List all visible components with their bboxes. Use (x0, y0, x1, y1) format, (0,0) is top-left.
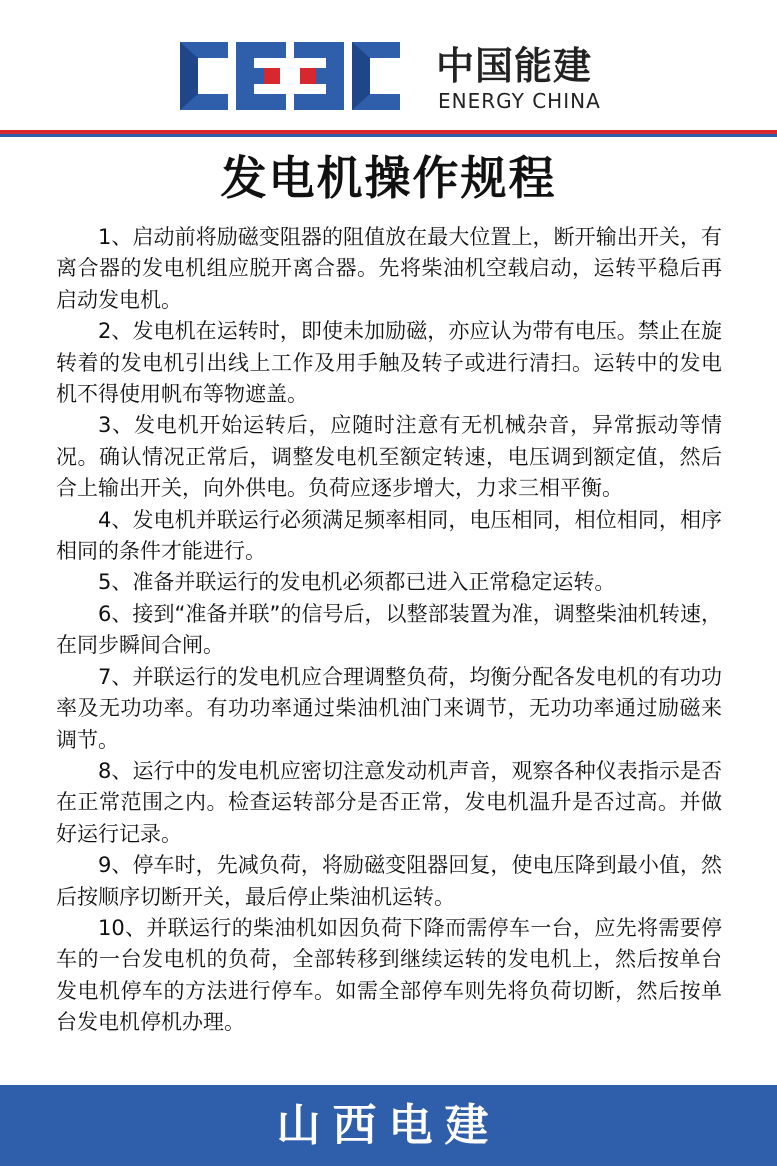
ceec-logo (176, 42, 404, 110)
procedure-item-10: 10、并联运行的柴油机如因负荷下降而需停车一台，应先将需要停车的一台发电机的负荷，全部转移到继续运转的发电机上，然后按单台发电机停车的方法进行停车。如需全部停车则先将负荷切断，然后按单台发电机停机办理。 (56, 915, 722, 1035)
header (0, 0, 777, 130)
procedure-item-4: 4、发电机并联运行必须满足频率相同，电压相同，相位相同，相序相同的条件才能进行。 (56, 507, 722, 564)
procedure-item-9: 9、停车时，先减负荷，将励磁变阻器回复，使电压降到最小值，然后按顺序切断开关，最后停止柴油机运转。 (56, 853, 722, 909)
procedure-item-8: 8、运行中的发电机应密切注意发动机声音，观察各种仪表指示是否在正常范围之内。检查运转部分是否正常，发电机温升是否过高。并做好运行记录。 (56, 758, 722, 846)
procedure-item-3: 3、发电机开始运转后，应随时注意有无机械杂音，异常振动等情况。确认情况正常后，调整发电机至额定转速，电压调到额定值，然后合上输出开关，向外供电。负荷应逐步增大，力求三相平衡。 (56, 413, 722, 501)
procedure-content (56, 222, 722, 1039)
brand-name-cn: 中国能建 (436, 44, 593, 88)
footer-company-name: 山西电建 (276, 1100, 501, 1151)
procedure-item-1: 1、启动前将励磁变阻器的阻值放在最大位置上，断开输出开关，有离合器的发电机组应脱开离合器。先将柴油机空载启动，运转平稳后再启动发电机。 (56, 225, 722, 312)
procedure-item-7: 7、并联运行的发电机应合理调整负荷，均衡分配各发电机的有功功率及无功功率。有功功率通过柴油机油门来调节，无功功率通过励磁来调节。 (56, 664, 722, 752)
page-title: 发电机操作规程 (220, 151, 557, 205)
procedure-item-5: 5、准备并联运行的发电机必须都已进入正常稳定运转。 (98, 570, 616, 595)
procedure-item-2: 2、发电机在运转时，即使未加励磁，亦应认为带有电压。禁止在旋转着的发电机引出线上工作及用手触及转子或进行清扫。运转中的发电机不得使用帆布等物遮盖。 (56, 319, 722, 407)
header-divider-blue (0, 134, 777, 137)
brand-name-en: ENERGY CHINA (438, 89, 601, 113)
procedure-item-6: 6、接到“准备并联”的信号后，以整部装置为准，调整柴油机转速，在同步瞬间合闸。 (56, 601, 722, 658)
footer-banner (0, 1085, 777, 1166)
